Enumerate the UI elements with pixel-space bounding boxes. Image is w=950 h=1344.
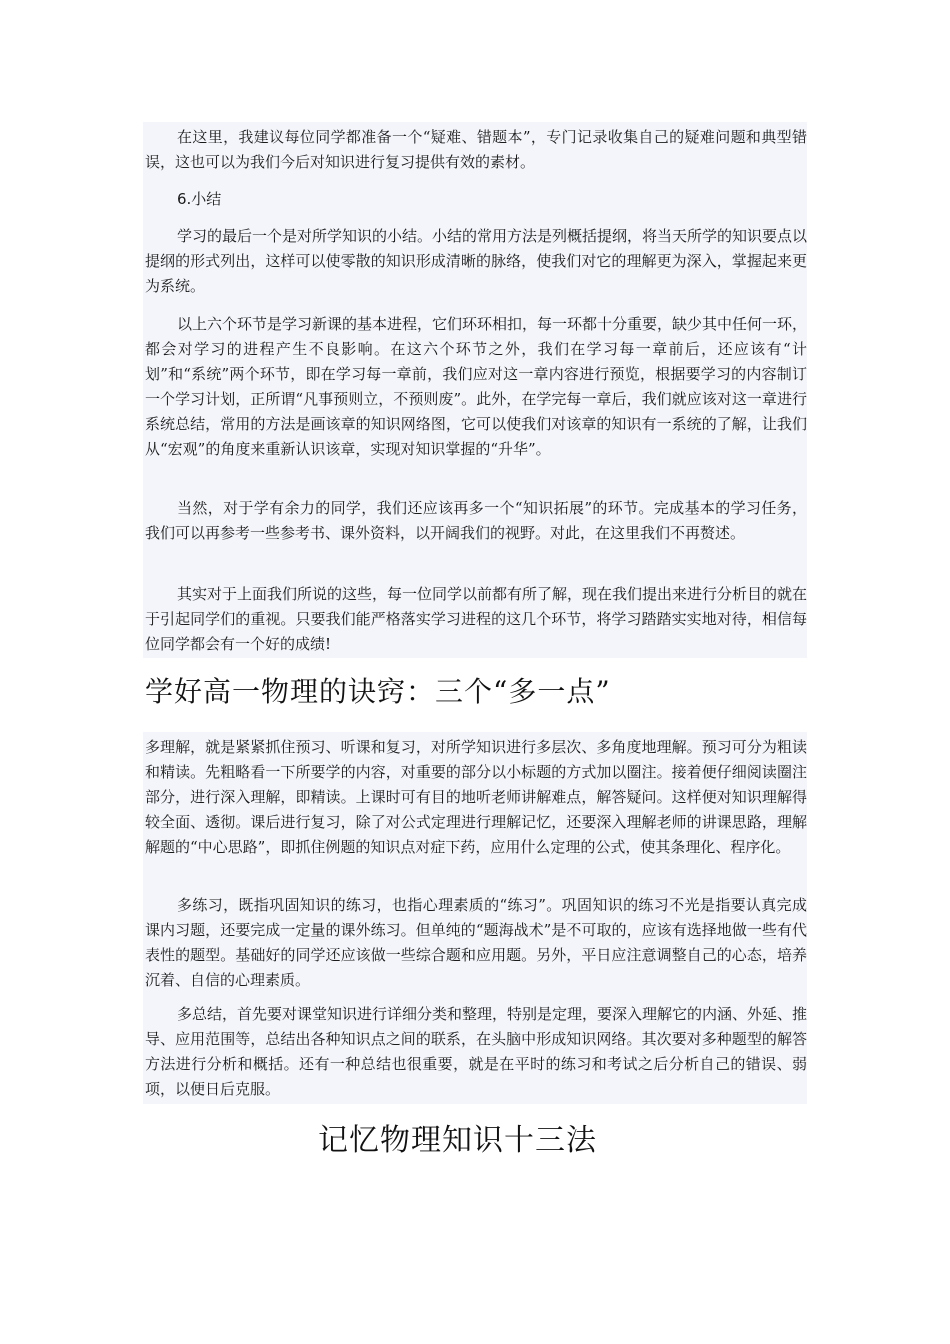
paragraph-six-steps: 以上六个环节是学习新课的基本进程，它们环环相扣，每一环都十分重要，缺少其中任何一环，都会对学习的进程产生不良影响。在这六个环节之外，我们在学习每一章前后，还应该有“计划”和“系统”两个环节，即在学习每一章前，我们应对这一章内容进行预览，根据要学习的内容制订一个学习计划，正所谓“凡事预则立，不预则废”。此外，在学完每一章后，我们就应该对这一章进行系统总结，常用的方法是画该章的知识网络图，它可以使我们对该章的知识有一系统的了解，让我们从“宏观”的角度来重新认识该章，实现对知识掌握的“升华”。 [145, 315, 808, 458]
paragraph-more-summary: 多总结，首先要对课堂知识进行详细分类和整理，特别是定理，要深入理解它的内涵、外延、推导、应用范围等，总结出各种知识点之间的联系，在头脑中形成知识网络。其次要对多种题型的解答方法进行分析和概括。还有一种总结也很重要，就是在平时的练习和考试之后分析自己的错误、弱项，以便日后克服。 [145, 1005, 808, 1098]
paragraph-summary: 学习的最后一个是对所学知识的小结。小结的常用方法是列概括提纲，将当天所学的知识要点以提纲的形式列出，这样可以使零散的知识形成清晰的脉络，使我们对它的理解更为深入，掌握起来更为系统。 [145, 227, 808, 295]
paragraph-error-notebook: 在这里，我建议每位同学都准备一个“疑难、错题本”，专门记录收集自己的疑难问题和典型错误，这也可以为我们今后对知识进行复习提供有效的素材。 [145, 128, 807, 171]
heading-three-more: 学好高一物理的诀窍：三个“多一点” [145, 675, 611, 708]
paragraph-more-practice: 多练习，既指巩固知识的练习，也指心理素质的“练习”。巩固知识的练习不光是指要认真完成课内习题，还要完成一定量的课外练习。但单纯的“题海战术”是不可取的，应该有选择地做一些有代表性的题型。基础好的同学还应该做一些综合题和应用题。另外，平日应注意调整自己的心态，培养沉着、自信的心理素质。 [145, 896, 807, 989]
paragraph-more-understanding: 多理解，就是紧紧抓住预习、听课和复习，对所学知识进行多层次、多角度地理解。预习可分为粗读和精读。先粗略看一下所要学的内容，对重要的部分以小标题的方式加以圈注。接着便仔细阅读圈注部分，进行深入理解，即精读。上课时可有目的地听老师讲解难点，解答疑问。这样便对知识理解得较全面、透彻。课后进行复习，除了对公式定理进行理解记忆，还要深入理解老师的讲课思路，理解解题的“中心思路”，即抓住例题的知识点对症下药，应用什么定理的公式，使其条理化、程序化。 [145, 738, 807, 856]
paragraph-knowledge-extension: 当然，对于学有余力的同学，我们还应该再多一个“知识拓展”的环节。完成基本的学习任务，我们可以再参考一些参考书、课外资料，以开阔我们的视野。对此，在这里我们不再赘述。 [145, 499, 807, 542]
subheading-summary: 6.小结 [177, 190, 222, 208]
heading-memory-methods: 记忆物理知识十三法 [318, 1123, 597, 1158]
paragraph-conclusion: 其实对于上面我们所说的这些，每一位同学以前都有所了解，现在我们提出来进行分析目的就在于引起同学们的重视。只要我们能严格落实学习进程的这几个环节，将学习踏踏实实地对待，相信每位同学都会有一个好的成绩! [145, 585, 808, 653]
